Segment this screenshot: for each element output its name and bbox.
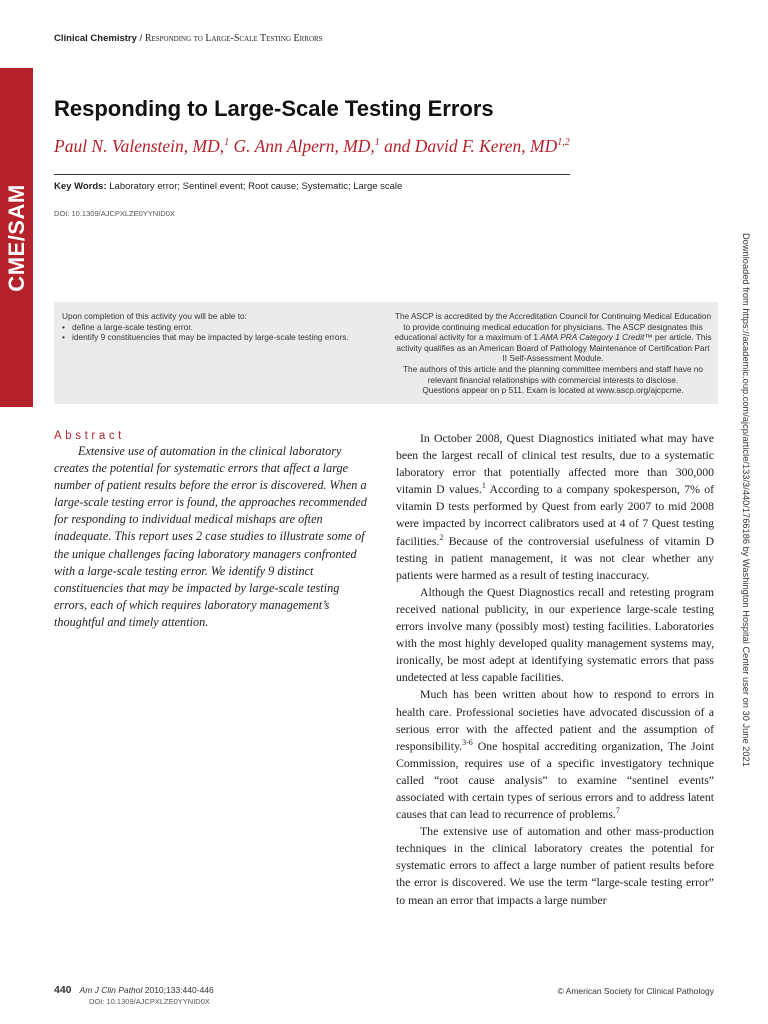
objectives-list bbox=[62, 322, 362, 343]
journal-name: Clinical Chemistry bbox=[54, 33, 137, 44]
reference-mark: 1 bbox=[481, 481, 486, 491]
article-title: Responding to Large-Scale Testing Errors bbox=[54, 96, 494, 121]
disclosure-text: The authors of this article and the planning committee members and staff have no relevant financial relationships with commercial interests to disclose. bbox=[402, 363, 704, 385]
objectives-intro: Upon completion of this activity you will be able to: bbox=[62, 311, 247, 321]
accreditation-credit: AMA PRA Category 1 Credit™ bbox=[540, 332, 653, 343]
keywords-list: Laboratory error; Sentinel event; Root cause; Systematic; Large scale bbox=[106, 181, 403, 192]
body-text: According to a company spokesperson, 7% of vitamin D tests performed by Quest from early 2007 to mid 2008 were impacted by incorrect calibrators used at 4 of 7 Quest testing facilities. bbox=[396, 482, 714, 548]
learning-objectives bbox=[62, 311, 362, 343]
body-paragraph-3 bbox=[396, 686, 714, 823]
author-2: G. Ann Alpern, MD, bbox=[229, 136, 375, 156]
abstract-heading: Abstract bbox=[54, 430, 125, 442]
author-2-affiliation: 1 bbox=[374, 137, 380, 149]
body-text: In October 2008, Quest Diagnostics initiated what may have been the largest recall of clinical test results, due to a systematic laboratory error that potentially affected more than 300,000 vitamin D values. bbox=[396, 431, 714, 497]
cme-info-box bbox=[54, 302, 718, 404]
body-paragraph-4: The extensive use of automation and other mass-production techniques in the clinical laboratory creates the potential for systematic errors to affect a large number of patient results before the error is discovered. We use the term “large-scale testing error” to mean an error that impacts a large number bbox=[396, 824, 714, 907]
accreditation-part-1: The ASCP is accredited by the Accreditation Council for Continuing Medical Education to provide continuing medical education for physicians. The ASCP designates this educational activity for a maximum of 1 bbox=[394, 311, 712, 343]
abstract-text: Extensive use of automation in the clinical laboratory creates the potential for systematic errors that affect a large number of patient results before the error is discovered. When a large-scale testing error is found, the approaches recommended for responding to individual medical mishaps are often inadequate. This report uses 2 case studies to illustrate some of the unique challenges facing laboratory managers confronted with a large-scale testing error. We identify 9 distinct constituencies that may be impacted by large-scale testing errors, each of which requires laboratory management’s thoughtful and timely attention. bbox=[54, 444, 367, 629]
author-3-affiliation: 1,2 bbox=[557, 137, 570, 149]
body-paragraph-2: Although the Quest Diagnostics recall and retesting program received national publicity, in our experience large-scale testing errors involve many (possibly most) testing facilities. Laboratories with the most highly developed quality management systems may, ironically, be most adept at identifying systematic errors that pass undetected at less capable facilities. bbox=[396, 584, 714, 685]
body-text: Because of the controversial usefulness of vitamin D testing in patient management, it was not clear whether any patients were harmed as a result of testing inaccuracy. bbox=[396, 533, 714, 582]
citation-details: 2010;133:440-446 bbox=[142, 985, 214, 995]
keywords bbox=[54, 181, 402, 192]
page-number: 440 bbox=[54, 984, 72, 996]
author-3: and David F. Keren, MD bbox=[379, 136, 558, 156]
abstract-section bbox=[54, 430, 372, 631]
keywords-label: Key Words: bbox=[54, 181, 107, 192]
author-1-affiliation: 1 bbox=[224, 137, 230, 149]
author-list bbox=[54, 136, 570, 157]
reference-mark: 3-6 bbox=[462, 737, 473, 747]
body-text: Much has been written about how to respond to errors in health care. Professional societies have advocated discussion of a serious error with the affected patient and the assumption of responsibility. bbox=[396, 687, 714, 753]
cme-sam-tab bbox=[0, 68, 33, 407]
accreditation-part-2: per article. This activity qualifies as an American Board of Pathology Maintenance of Certification Part II Self-Assessment Module. bbox=[396, 332, 712, 364]
author-1: Paul N. Valenstein, MD, bbox=[54, 136, 225, 156]
questions-text: Questions appear on p 511. Exam is located at www.ascp.org/ajcpcme. bbox=[422, 385, 684, 396]
footer-citation bbox=[54, 984, 214, 1006]
objective-item: • identify 9 constituencies that may be impacted by large-scale testing errors. bbox=[62, 332, 362, 343]
download-note bbox=[740, 233, 752, 843]
reference-mark: 7 bbox=[615, 806, 620, 816]
body-text: One hospital accrediting organization, The Joint Commission, requires use of a specific investigatory technique called “root cause analysis” to examine “sentinel events” associated with certain types of serious errors and to address latent causes that can lead to recurrence of problems. bbox=[396, 738, 714, 822]
title-divider bbox=[54, 174, 570, 175]
body-paragraph-1 bbox=[396, 430, 714, 584]
footer-doi: DOI: 10.1309/AJCPXLZE0YYNID0X bbox=[89, 997, 210, 1006]
article-doi: DOI: 10.1309/AJCPXLZE0YYNID0X bbox=[54, 209, 175, 218]
objective-item: • define a large-scale testing error. bbox=[62, 322, 362, 333]
running-head bbox=[54, 33, 323, 44]
running-head-section: Responding to Large-Scale Testing Errors bbox=[144, 33, 323, 44]
download-note-text: Downloaded from https://academic.oup.com/ajcp/article/133/3/440/1766186 by Washington Hospital Center user on 30 June 2021 bbox=[741, 233, 751, 767]
journal-abbrev: Am J Clin Pathol bbox=[79, 985, 143, 995]
footer-copyright: © American Society for Clinical Pathology bbox=[557, 986, 714, 996]
accreditation-statement bbox=[394, 311, 712, 396]
accreditation-text bbox=[394, 311, 712, 364]
cme-sam-label: CME/SAM bbox=[3, 183, 29, 292]
reference-mark: 2 bbox=[439, 532, 444, 542]
body-column bbox=[396, 430, 714, 909]
running-head-separator: / bbox=[136, 33, 145, 44]
